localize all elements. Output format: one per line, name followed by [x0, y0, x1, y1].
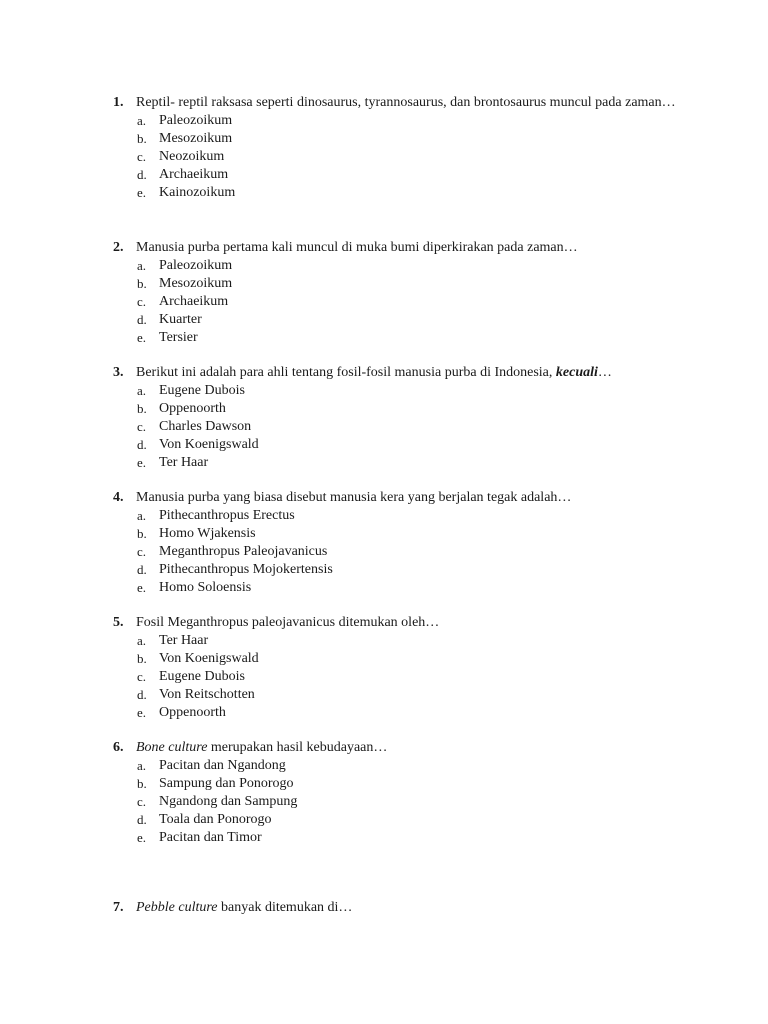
option-e [0, 454, 768, 472]
option-c [0, 148, 768, 166]
option-letter: c. [137, 544, 147, 559]
option-text: Charles Dawson [159, 419, 252, 434]
question-number: 7. [113, 900, 124, 915]
option-c [0, 293, 768, 311]
question-text-main: Berikut ini adalah para ahli tentang fosil-fosil manusia purba di Indonesia, [136, 365, 556, 380]
question-text: Fosil Meganthropus paleojavanicus ditemukan oleh… [136, 615, 440, 630]
option-text: Paleozoikum [159, 258, 233, 273]
option-d [0, 811, 768, 829]
option-letter: c. [137, 419, 147, 434]
question-number: 3. [113, 365, 124, 380]
option-letter: a. [137, 633, 147, 648]
option-text: Kuarter [159, 312, 202, 327]
option-text: Pacitan dan Ngandong [159, 758, 286, 773]
question-2 [0, 239, 768, 347]
question-number: 6. [113, 740, 124, 755]
question-6 [0, 739, 768, 847]
question-number: 5. [113, 615, 124, 630]
option-text: Ter Haar [159, 633, 209, 648]
question-emphasis: kecuali [555, 365, 598, 380]
option-text: Von Koenigswald [159, 651, 259, 666]
option-a [0, 257, 768, 275]
option-e [0, 829, 768, 847]
option-c [0, 418, 768, 436]
answer-options [0, 112, 768, 202]
question-number: 1. [113, 95, 124, 110]
question-term-italic: Pebble culture [136, 900, 218, 915]
option-c [0, 668, 768, 686]
option-c [0, 543, 768, 561]
question-text: Manusia purba pertama kali muncul di muka bumi diperkirakan pada zaman… [136, 240, 578, 255]
option-text: Archaeikum [159, 167, 229, 182]
option-a [0, 112, 768, 130]
option-text: Oppenoorth [159, 705, 226, 720]
option-letter: c. [137, 149, 147, 164]
option-text: Eugene Dubois [159, 383, 245, 398]
option-a [0, 382, 768, 400]
option-text: Pithecanthropus Erectus [159, 508, 295, 523]
option-d [0, 436, 768, 454]
option-text: Homo Wjakensis [159, 526, 256, 541]
option-letter: a. [137, 113, 147, 128]
option-c [0, 793, 768, 811]
option-text: Von Reitschotten [159, 687, 255, 702]
option-d [0, 561, 768, 579]
option-letter: d. [137, 312, 147, 327]
option-text: Ngandong dan Sampung [159, 794, 298, 809]
question-number: 4. [113, 490, 124, 505]
option-letter: c. [137, 794, 147, 809]
answer-options [0, 632, 768, 722]
option-letter: b. [137, 131, 147, 146]
option-letter: c. [137, 669, 147, 684]
question-number: 2. [113, 240, 124, 255]
option-letter: d. [137, 167, 147, 182]
question-text: Reptil- reptil raksasa seperti dinosaurus, tyrannosaurus, dan brontosaurus muncul pada zaman… [136, 95, 676, 110]
option-b [0, 650, 768, 668]
option-letter: b. [137, 276, 147, 291]
answer-options [0, 757, 768, 847]
option-text: Von Koenigswald [159, 437, 259, 452]
question-text-main: banyak ditemukan di… [217, 900, 353, 915]
question-text [136, 739, 678, 757]
question-text [136, 364, 678, 382]
option-text: Eugene Dubois [159, 669, 245, 684]
option-b [0, 775, 768, 793]
option-letter: c. [137, 294, 147, 309]
option-letter: e. [137, 185, 147, 200]
question-5 [0, 614, 768, 722]
option-letter: e. [137, 455, 147, 470]
option-text: Pacitan dan Timor [159, 830, 262, 845]
option-b [0, 130, 768, 148]
question-4 [0, 489, 768, 597]
option-text: Tersier [159, 330, 198, 345]
question-term-italic: Bone culture [136, 740, 208, 755]
question-3 [0, 364, 768, 472]
question-1 [0, 94, 768, 202]
question-text-ellipsis: … [597, 365, 612, 380]
option-e [0, 184, 768, 202]
option-letter: a. [137, 758, 147, 773]
option-letter: b. [137, 776, 147, 791]
question-7 [0, 899, 768, 917]
option-text: Homo Soloensis [159, 580, 252, 595]
option-b [0, 400, 768, 418]
option-letter: d. [137, 687, 147, 702]
question-text [136, 899, 678, 917]
option-letter: e. [137, 705, 147, 720]
option-b [0, 525, 768, 543]
option-a [0, 757, 768, 775]
option-letter: e. [137, 580, 147, 595]
answer-options [0, 382, 768, 472]
option-text: Oppenoorth [159, 401, 226, 416]
option-letter: b. [137, 651, 147, 666]
option-d [0, 311, 768, 329]
option-letter: d. [137, 562, 147, 577]
option-letter: e. [137, 330, 147, 345]
question-text-main: merupakan hasil kebudayaan… [207, 740, 388, 755]
option-e [0, 704, 768, 722]
option-letter: a. [137, 508, 147, 523]
option-e [0, 329, 768, 347]
option-d [0, 166, 768, 184]
option-a [0, 507, 768, 525]
answer-options [0, 507, 768, 597]
answer-options [0, 257, 768, 347]
option-letter: a. [137, 383, 147, 398]
option-text: Meganthropus Paleojavanicus [159, 544, 328, 559]
option-b [0, 275, 768, 293]
option-text: Toala dan Ponorogo [159, 812, 272, 827]
option-a [0, 632, 768, 650]
question-text: Manusia purba yang biasa disebut manusia kera yang berjalan tegak adalah… [136, 490, 572, 505]
option-text: Sampung dan Ponorogo [159, 776, 294, 791]
option-e [0, 579, 768, 597]
option-text: Archaeikum [159, 294, 229, 309]
option-letter: d. [137, 437, 147, 452]
option-letter: b. [137, 526, 147, 541]
option-text: Mesozoikum [159, 131, 233, 146]
option-text: Pithecanthropus Mojokertensis [159, 562, 333, 577]
option-text: Mesozoikum [159, 276, 233, 291]
option-letter: e. [137, 830, 147, 845]
option-text: Neozoikum [159, 149, 225, 164]
option-text: Paleozoikum [159, 113, 233, 128]
option-letter: a. [137, 258, 147, 273]
option-text: Kainozoikum [159, 185, 236, 200]
option-text: Ter Haar [159, 455, 209, 470]
option-d [0, 686, 768, 704]
option-letter: b. [137, 401, 147, 416]
option-letter: d. [137, 812, 147, 827]
